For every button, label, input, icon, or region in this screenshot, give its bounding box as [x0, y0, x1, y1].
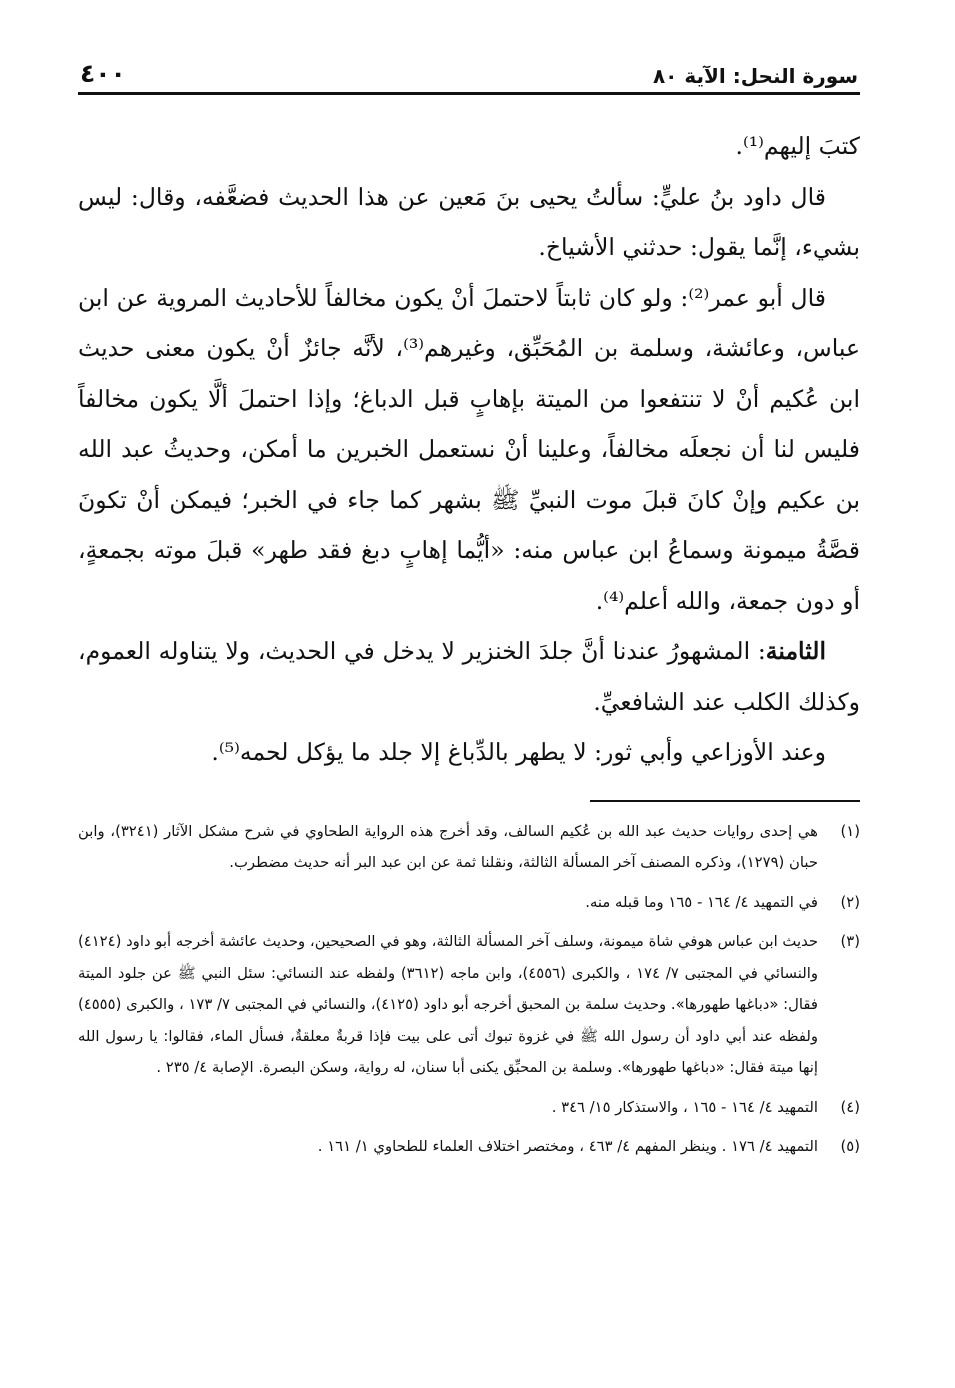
- paragraph-2: قال داود بنُ عليٍّ: سألتُ يحيى بنَ مَعين عن هذا الحديث فضعَّفه، وقال: ليس بشيء، إنَّما يقول: حدثني الأشياخ.: [78, 182, 860, 261]
- footnote-text: حديث ابن عباس هوفي شاة ميمونة، وسلف آخر المسألة الثالثة، وهو في الصحيحين، وحديث عائشة أخرجه أبو داود (٤١٢٤) والنسائي في المجتبى ٧/ ١٧٤ ، والكبرى (٤٥٥٦)، وابن ماجه (٣٦١٢) ولفظه عند النسائي: سئل النبي ﷺ عن جلود الميتة فقال: «دباغها طهورها». وحديث سلمة بن المحبق أخرجه أبو داود (٤١٢٥)، والنسائي في المجتبى ٧/ ١٧٣ ، والكبرى (٤٥٥٥) ولفظه عند أبي داود أن رسول الله ﷺ في غزوة تبوك أتى على بيت فإذا قربةٌ معلقةٌ، فسأل الماء، فقالوا: يا رسول الله إنها ميتة فقال: «دباغها طهورها». وسلمة بن المحبِّق يكنى أبا سنان، له رواية، وسكن البصرة. الإصابة ٤/ ٢٣٥ .: [78, 933, 818, 1076]
- paragraph-3: قال أبو عمر⁽²⁾: ولو كان ثابتاً لاحتملَ أنْ يكون مخالفاً للأحاديث المروية عن ابن عباس، وعائشة، وسلمة بن المُحَبِّق، وغيرهم⁽³⁾، لأنَّه جائزٌ أنْ يكون معنى حديث ابن عُكيم أنْ لا تنتفعوا من الميتة بإهابٍ قبل الدباغ؛ وإذا احتملَ ألَّا يكون مخالفاً فليس لنا أن نجعلَه مخالفاً، وعلينا أنْ نستعمل الخبرين ما أمكن، وحديثُ عبد الله بن عكيم وإنْ كانَ قبلَ موت النبيِّ ﷺ بشهر كما جاء في الخبر؛ فيمكن أنْ تكونَ قصَّةُ ميمونة وسماعُ ابن عباس منه: «أيُّما إهابٍ دبغ فقد طهر» قبلَ موته بجمعةٍ، أو دون جمعة، والله أعلم⁽⁴⁾.: [78, 283, 861, 615]
- paragraph-1: كتبَ إليهم⁽¹⁾.: [735, 132, 860, 160]
- footnote-item: [78, 816, 860, 879]
- page: [78, 52, 860, 1171]
- footnote-item: [78, 887, 860, 919]
- paragraph-4: الثامنة: المشهورُ عندنا أنَّ جلدَ الخنزير لا يدخل في الحديث، ولا يتناوله العموم، وكذلك الكلب عند الشافعيِّ.: [78, 637, 860, 716]
- page-number: ٤٠٠: [80, 59, 126, 88]
- footnote-number: (٢): [840, 893, 860, 911]
- main-text: [78, 121, 860, 778]
- footnote-item: [78, 1131, 860, 1163]
- footnote-text: التمهيد ٤/ ١٦٤ - ١٦٥ ، والاستذكار ١٥/ ٣٤٦ .: [551, 1098, 818, 1116]
- footnotes: [78, 816, 860, 1163]
- footnote-text: هي إحدى روايات حديث عبد الله بن عُكيم السالف، وقد أخرج هذه الرواية الطحاوي في شرح مشكل الآثار (٣٢٤١)، وابن حبان (١٢٧٩)، وذكره المصنف آخر المسألة الثالثة، ونقلنا ثمة عن ابن عبد البر أنه حديث مضطرب.: [78, 822, 818, 871]
- footnote-text: التمهيد ٤/ ١٧٦ . وينظر المفهم ٤/ ٤٦٣ ، ومختصر اختلاف العلماء للطحاوي ١/ ١٦١ .: [317, 1138, 818, 1155]
- footnote-number: (١): [840, 822, 860, 840]
- footnote-item: [78, 926, 860, 1084]
- paragraph-5: وعند الأوزاعي وأبي ثور: لا يطهر بالدِّباغ إلا جلد ما يؤكل لحمه⁽⁵⁾.: [211, 738, 826, 766]
- footnote-separator: [590, 800, 860, 802]
- footnote-number: (٥): [840, 1138, 860, 1155]
- page-header: [78, 52, 860, 95]
- footnote-number: (٤): [840, 1098, 860, 1116]
- footnote-item: [78, 1092, 860, 1124]
- running-title: سورة النحل: الآية ٨٠: [652, 64, 858, 88]
- footnote-number: (٣): [840, 933, 860, 950]
- footnote-text: في التمهيد ٤/ ١٦٤ - ١٦٥ وما قبله منه.: [585, 893, 818, 911]
- section-heading: الثامنة: [765, 637, 826, 665]
